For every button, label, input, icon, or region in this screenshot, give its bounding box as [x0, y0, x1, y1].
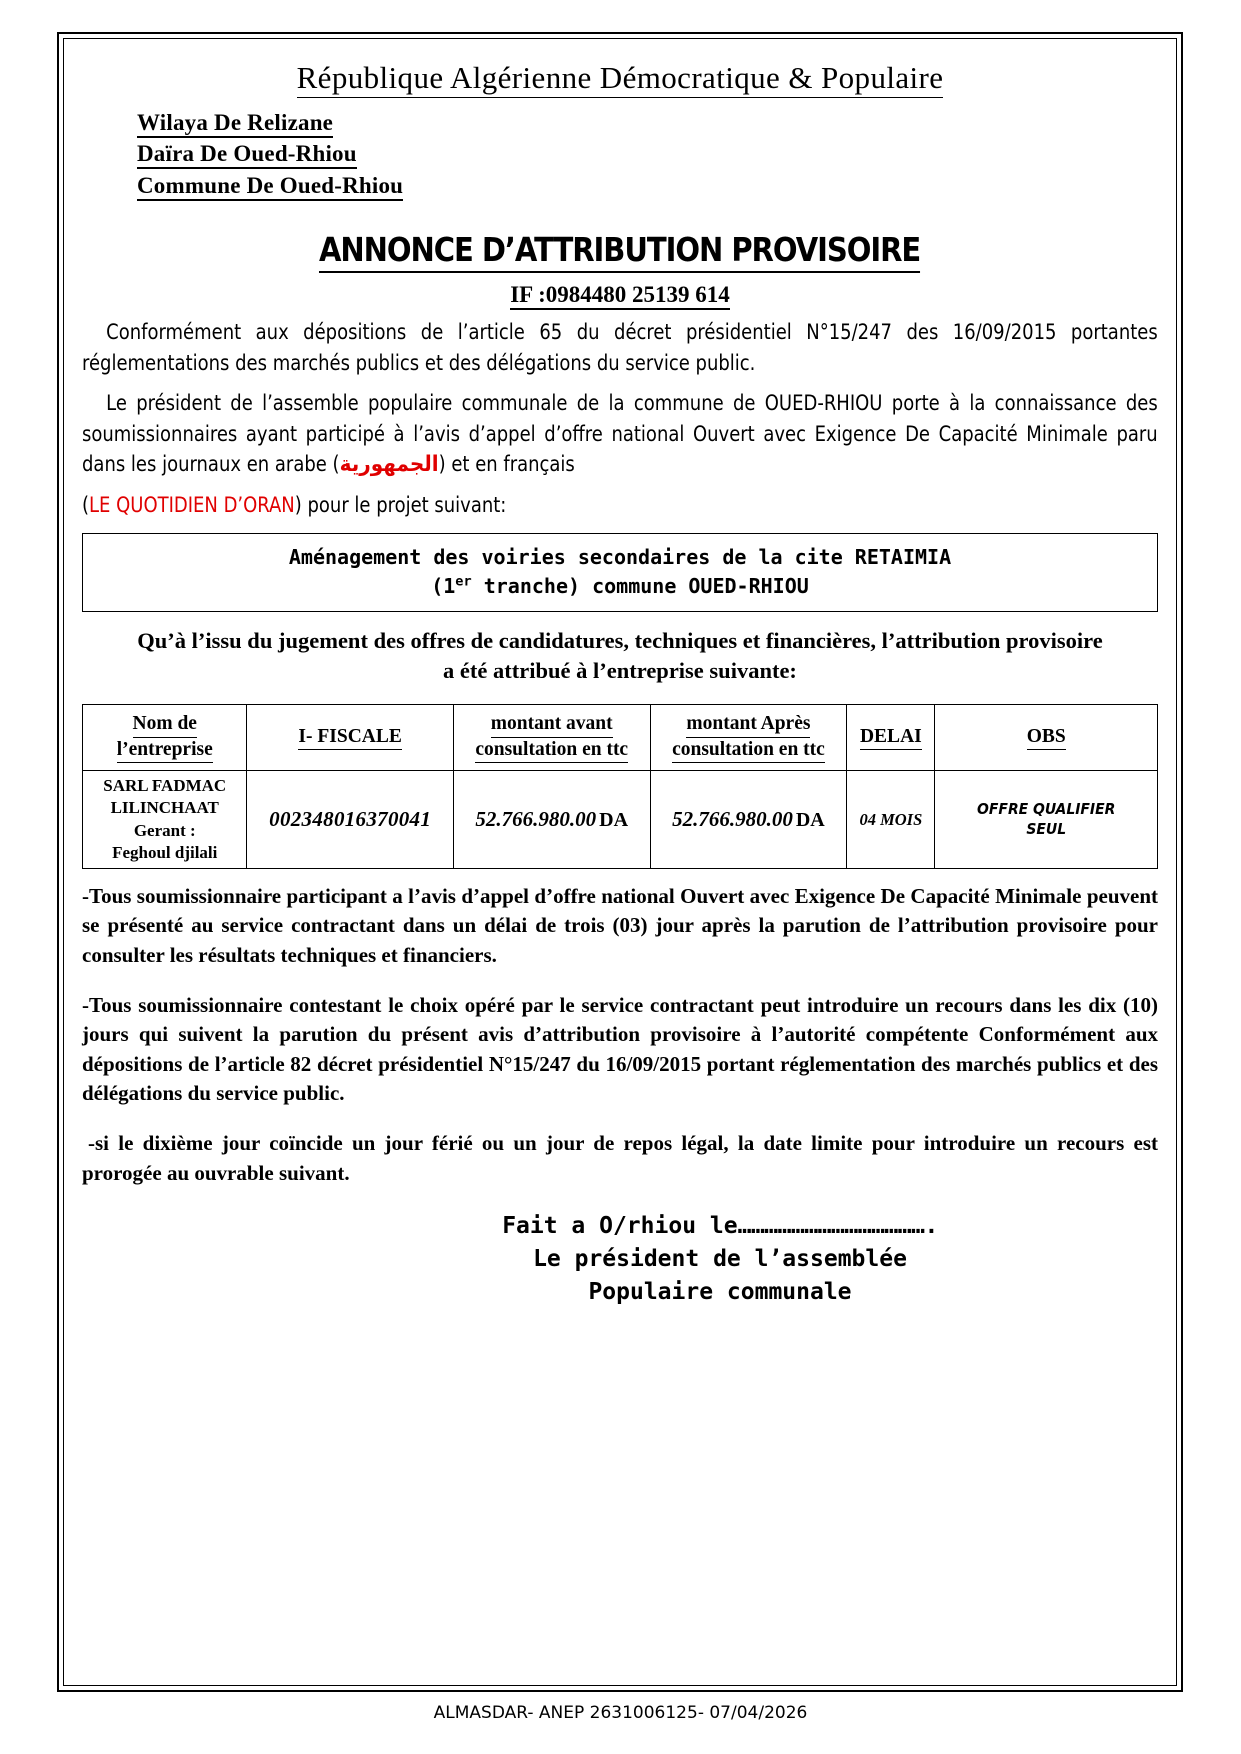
obs-line-2: SEUL	[1026, 819, 1067, 838]
page-title	[82, 230, 1158, 273]
condition-paragraph-2: -Tous soumissionnaire contestant le choix opéré par le service contractant peut introduire un recours dans les dix (10) jours qui suivent la parution du présent avis d’attribution provisoire à l’autorité compétente Conformément aux dépositions de l’article 82 décret présidentiel N°15/247 du 16/09/2015 portant réglementation des marchés publics et des délégations du service public.	[82, 992, 1158, 1106]
column-header-delai-label: DELAI	[860, 725, 922, 751]
cell-obs	[935, 771, 1158, 868]
cell-company-name	[83, 771, 247, 868]
fiscal-id-line	[82, 282, 1158, 308]
cell-fiscal-id: 002348016370041	[247, 771, 453, 868]
column-header-fiscal-id-label: I- FISCALE	[298, 725, 401, 751]
column-header-amount-before-line-1: montant avant	[491, 712, 613, 738]
signature-title-line-2: Populaire communale	[588, 1278, 852, 1305]
project-tranche-ordinal: er	[455, 573, 472, 590]
signature-title-line-1: Le président de l’assemblée	[533, 1245, 907, 1272]
admin-item-commune-label: Commune De Oued-Rhiou	[137, 173, 403, 201]
condition-paragraph-3: -si le dixième jour coïncide un jour férié ou un jour de repos légal, la date limite pour introduire un recours est prorogée au ouvrable suivant.	[82, 1131, 1158, 1185]
admin-item-wilaya-label: Wilaya De Relizane	[137, 110, 333, 138]
french-newspaper-name: LE QUOTIDIEN D’ORAN	[89, 492, 295, 518]
paren-open: (	[82, 492, 90, 518]
company-manager-label: Gerant :	[133, 820, 196, 840]
admin-item-daira-label: Daïra De Oued-Rhiou	[137, 141, 357, 169]
amount-after-currency: DA	[795, 809, 825, 832]
company-manager-name: Feghoul djilali	[112, 842, 218, 862]
project-title-line-2	[89, 572, 1151, 601]
company-name-line-2: LILINCHAAT	[110, 798, 219, 818]
fiscal-id-text: IF :0984480 25139 614	[510, 282, 730, 310]
amount-before-currency: DA	[599, 809, 629, 832]
column-header-amount-after-line-2: consultation en ttc	[672, 738, 825, 764]
table-header-row	[83, 704, 1158, 771]
cell-amount-before	[453, 771, 650, 868]
project-title-line-1: Aménagement des voiries secondaires de la cite RETAIMIA	[288, 545, 952, 570]
page-title-text: ANNONCE D’ATTRIBUTION PROVISOIRE	[319, 230, 920, 273]
company-name-line-1: SARL FADMAC	[103, 776, 227, 796]
column-header-obs-label: OBS	[1027, 725, 1066, 751]
cell-delai: 04 MOIS	[847, 771, 935, 868]
obs-line-1: OFFRE QUALIFIER	[977, 799, 1116, 818]
intro-paragraph-1: Conformément aux dépositions de l’article 65 du décret présidentiel N°15/247 des 16/09/2015 portantes réglementations des marchés publics et des délégations du service public.	[82, 320, 1158, 376]
condition-paragraph-1: -Tous soumissionnaire participant a l’avis d’appel d’offre national Ouvert avec Exigence De Capacité Minimale peuvent se présenté au service contractant dans un délai de trois (03) jour après la parution de l’attribution provisoire pour consulter les résultats techniques et financiers.	[82, 883, 1158, 967]
admin-item-commune	[137, 171, 1158, 200]
anep-footer: ALMASDAR- ANEP 2631006125- 07/04/2026	[433, 1703, 808, 1723]
document-content	[70, 46, 1170, 1308]
column-header-company-name	[83, 704, 247, 771]
column-header-company-name-line-1: Nom de	[133, 712, 197, 738]
column-header-company-name-line-2: l’entreprise	[117, 738, 213, 764]
administrative-hierarchy	[137, 108, 1158, 200]
attribution-statement-line-1: Qu’à l’issu du jugement des offres de candidatures, techniques et financières, l’attribution provisoire	[137, 628, 1103, 654]
intro-paragraph-2-part-b: ) et en français	[438, 452, 575, 478]
award-table	[82, 704, 1158, 869]
column-header-amount-before-line-2: consultation en ttc	[475, 738, 628, 764]
project-tranche-suffix: tranche) commune OUED-RHIOU	[471, 574, 809, 599]
signature-date-placeholder: …………………………………….	[737, 1213, 938, 1240]
intro-paragraph-3-tail: ) pour le projet suivant:	[294, 492, 507, 518]
signature-block	[82, 1210, 1158, 1308]
signature-place-date-line	[282, 1210, 1158, 1243]
signature-place-label: Fait a O/rhiou le	[502, 1213, 738, 1240]
column-header-delai	[847, 704, 935, 771]
column-header-fiscal-id	[247, 704, 453, 771]
project-title-box	[82, 533, 1158, 612]
column-header-obs	[935, 704, 1158, 771]
attribution-statement-line-2: a été attribué à l’entreprise suivante:	[443, 658, 797, 684]
column-header-amount-before	[453, 704, 650, 771]
intro-paragraph-3	[82, 491, 1158, 522]
amount-before-value: 52.766.980.00	[475, 807, 597, 832]
arabic-newspaper-name: الجمهورية	[339, 452, 439, 478]
amount-after-value: 52.766.980.00	[672, 807, 793, 832]
intro-paragraph-2	[82, 389, 1158, 481]
column-header-amount-after-line-1: montant Après	[686, 712, 810, 738]
project-tranche-prefix: (1	[431, 574, 456, 599]
column-header-amount-after	[650, 704, 847, 771]
admin-item-wilaya	[137, 108, 1158, 137]
cell-amount-after	[650, 771, 847, 868]
admin-item-daira	[137, 139, 1158, 168]
republic-heading-text: République Algérienne Démocratique & Populaire	[297, 60, 944, 98]
intro-paragraph-2-part-a: Le président de l’assemble populaire communale de la commune de OUED-RHIOU porte à la connaissance des soumissionnaires ayant participé à l’avis d’appel d’offre national Ouvert avec Exigence De Capacité Minimale paru dans les journaux en arabe (	[82, 391, 1158, 478]
table-row	[83, 771, 1158, 868]
attribution-statement	[82, 626, 1158, 685]
republic-heading	[82, 60, 1158, 96]
